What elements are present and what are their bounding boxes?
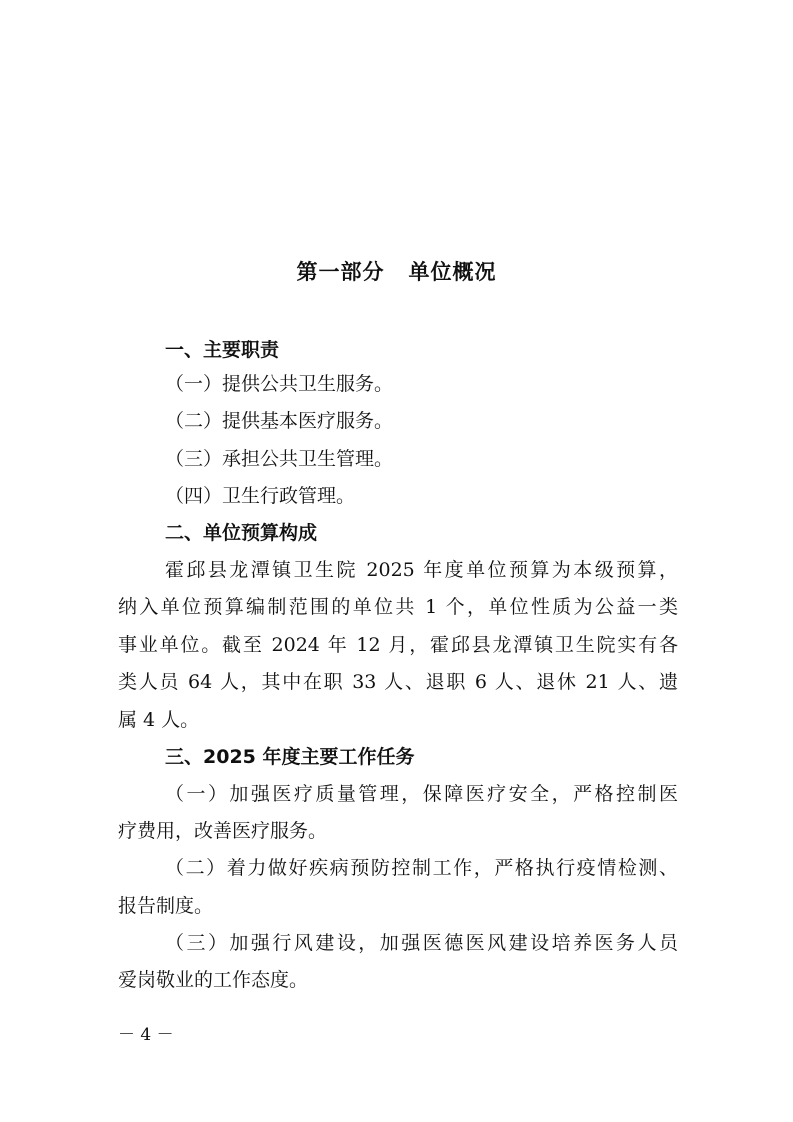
duty-item: （一）提供公共卫生服务。	[165, 373, 394, 395]
paragraph-line: 爱岗敬业的工作态度。	[118, 969, 309, 991]
paragraph-line: 霍邱县龙潭镇卫生院 2025 年度单位预算为本级预算，	[165, 559, 678, 581]
paragraph-line: 属 4 人。	[118, 709, 200, 731]
paragraph-line: 事业单位。截至 2024 年 12 月，霍邱县龙潭镇卫生院实有各	[118, 634, 678, 656]
paragraph-line: 疗费用，改善医疗服务。	[118, 820, 328, 842]
title-part: 第一部分	[296, 260, 385, 284]
paragraph-line: 纳入单位预算编制范围的单位共 1 个，单位性质为公益一类	[118, 596, 678, 618]
paragraph-line: （三）加强行风建设，加强医德医风建设培养医务人员	[165, 932, 678, 954]
title-name: 单位概况	[408, 260, 497, 284]
page-number: － 4 －	[118, 1025, 174, 1045]
duty-item: （四）卫生行政管理。	[165, 485, 356, 507]
section-heading-budget: 二、单位预算构成	[165, 522, 318, 544]
duty-item: （二）提供基本医疗服务。	[165, 410, 394, 432]
paragraph-line: （二）着力做好疾病预防控制工作，严格执行疫情检测、	[165, 857, 678, 879]
paragraph-line: （一）加强医疗质量管理，保障医疗安全，严格控制医	[165, 783, 678, 805]
paragraph-line: 报告制度。	[118, 895, 214, 917]
paragraph-line: 类人员 64 人，其中在职 33 人、退职 6 人、退休 21 人、遗	[118, 671, 678, 693]
page-title	[0, 256, 793, 286]
section-heading-tasks: 三、2025 年度主要工作任务	[165, 746, 415, 768]
duty-item: （三）承担公共卫生管理。	[165, 448, 394, 470]
section-heading-duties: 一、主要职责	[165, 339, 280, 361]
